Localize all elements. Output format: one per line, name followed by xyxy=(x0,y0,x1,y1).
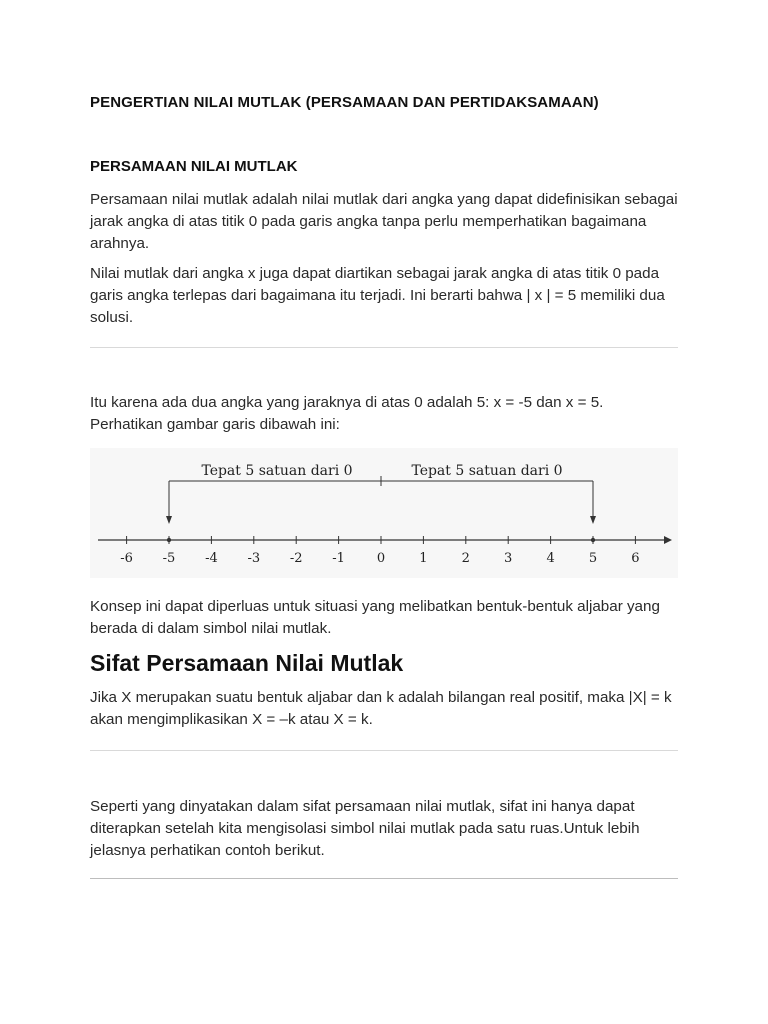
tick-label: -2 xyxy=(289,551,303,566)
marked-point xyxy=(591,538,595,542)
section-title: PERSAMAAN NILAI MUTLAK xyxy=(90,158,298,175)
paragraph-two-solutions: Itu karena ada dua angka yang jaraknya di atas 0 adalah 5: x = -5 dan x = 5. Perhatikan gambar garis dibawah ini: xyxy=(90,394,604,433)
tick-label: -5 xyxy=(162,551,176,566)
paragraph-concept: Konsep ini dapat diperluas untuk situasi yang melibatkan bentuk-bentuk aljabar yang berada di dalam simbol nilai mutlak. xyxy=(90,598,660,637)
main-title: PENGERTIAN NILAI MUTLAK (PERSAMAAN DAN PERTIDAKSAMAAN) xyxy=(90,94,599,111)
tick-label: -3 xyxy=(247,551,261,566)
label-right: Tepat 5 satuan dari 0 xyxy=(411,463,563,479)
paragraph-property: Jika X merupakan suatu bentuk aljabar dan k adalah bilangan real positif, maka |X| = k akan mengimplikasikan X = –k atau X = k. xyxy=(90,689,672,728)
divider xyxy=(90,750,678,751)
tick-label: -1 xyxy=(332,551,345,566)
heading-sifat: Sifat Persamaan Nilai Mutlak xyxy=(90,650,404,676)
tick-label: 5 xyxy=(588,551,598,566)
label-left: Tepat 5 satuan dari 0 xyxy=(201,463,353,479)
marked-point xyxy=(167,538,171,542)
tick-label: 1 xyxy=(419,551,428,566)
divider xyxy=(90,347,678,348)
number-line-figure xyxy=(90,448,678,578)
paragraph-application: Seperti yang dinyatakan dalam sifat persamaan nilai mutlak, sifat ini hanya dapat diterapkan setelah kita mengisolasi simbol nilai mutlak pada satu ruas.Untuk lebih jelasnya perhatikan contoh berikut. xyxy=(90,798,640,859)
tick-label: 2 xyxy=(461,551,470,566)
tick-label: 0 xyxy=(376,551,386,566)
divider xyxy=(90,878,678,879)
tick-label: -4 xyxy=(205,551,218,566)
tick-label: -6 xyxy=(120,551,133,566)
paragraph-explanation: Nilai mutlak dari angka x juga dapat diartikan sebagai jarak angka di atas titik 0 pada garis angka terlepas dari bagaimana itu terjadi. Ini berarti bahwa | x | = 5 memiliki dua solusi. xyxy=(90,265,665,326)
tick-label: 6 xyxy=(631,551,640,566)
paragraph-definition: Persamaan nilai mutlak adalah nilai mutlak dari angka yang dapat didefinisikan sebagai jarak angka di atas titik 0 pada garis angka tanpa perlu memperhatikan bagaimana arahnya. xyxy=(90,191,678,252)
tick-label: 3 xyxy=(504,551,513,566)
tick-label: 4 xyxy=(546,551,555,566)
number-line-svg xyxy=(90,448,678,578)
